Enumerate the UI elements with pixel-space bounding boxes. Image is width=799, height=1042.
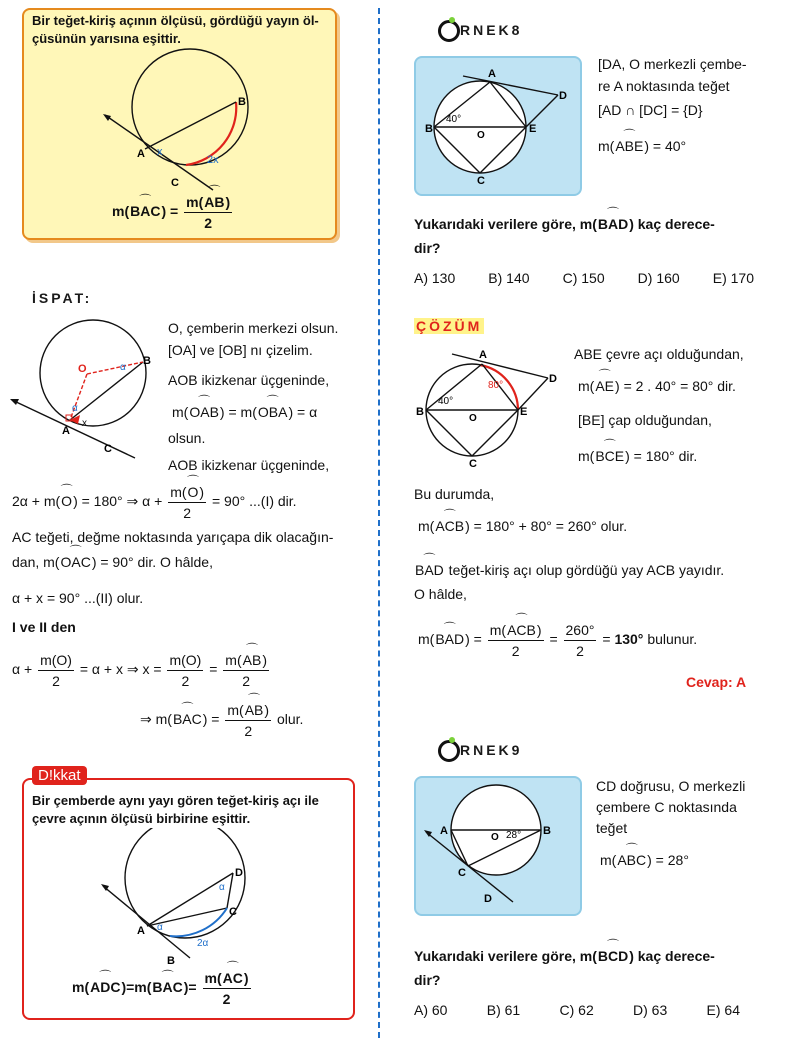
option-a[interactable]: A) 130 (414, 270, 456, 286)
label-A: A (440, 825, 448, 837)
cozum-step-8: O hâlde, (414, 586, 467, 602)
label-C: C (458, 867, 466, 879)
label-D: D (549, 373, 557, 385)
column-divider (378, 8, 381, 1038)
label-E: E (520, 406, 528, 418)
label-B: B (425, 123, 433, 135)
ispat-line-10: I ve II den (12, 619, 76, 635)
label-x: x (157, 146, 163, 158)
rule-figure (95, 45, 275, 195)
dikkat-figure (95, 828, 295, 968)
ornek9-options (414, 1000, 740, 1020)
label-angle-40: 40° (438, 396, 454, 407)
label-A: A (62, 425, 70, 437)
label-x: x (82, 418, 87, 429)
ornek8-question-2: dir? (414, 240, 441, 256)
cozum-step-1: ABE çevre açı olduğundan, (574, 346, 744, 362)
ornek9-given-3: teğet (596, 820, 628, 836)
cozum-title: ÇÖZÜM (416, 318, 483, 334)
ispat-eq-3: ⇒ m(⌒ BAC) = $\frac{m(⌒ AB)}{2}$ olur. (140, 700, 303, 741)
ispat-line-3: AOB ikizkenar üçgeninde, (168, 372, 330, 388)
label-E: E (529, 123, 537, 135)
rule-text-2: çüsünün yarısına eşittir. (32, 31, 181, 46)
label-C: C (477, 175, 485, 187)
ornek8-given-3: [AD ∩ [DC] = {D} (598, 102, 703, 118)
ispat-title: İSPAT: (32, 290, 93, 306)
ornek9-question-2: dir? (414, 972, 441, 988)
label-C: C (229, 906, 237, 918)
ornek9-given-2: çembere C noktasında (596, 799, 737, 815)
ispat-eq-2: α + $\frac{m(O)}{2}$ = α + x ⇒ x = $\frac{m(O)}{2}$ = $\frac{m(⌒ AB)}{2}$ (12, 650, 271, 691)
ornek9-question: Yukarıdaki verilere göre, m(⌒ BCD) kaç derece- (414, 946, 715, 966)
label-O: O (491, 832, 499, 843)
option-c[interactable]: C) 150 (562, 270, 605, 286)
cozum-step-6: m(⌒ ACB) = 180° + 80° = 260° olur. (418, 516, 627, 536)
ispat-line-7: AC teğeti, değme noktasında yarıçapa dik olacağın- (12, 529, 334, 545)
ispat-line-1: O, çemberin merkezi olsun. (168, 320, 339, 336)
label-B: B (167, 955, 175, 967)
cozum-step-7: ⌒ BAD teğet-kiriş açı olup gördüğü yay ACB yayıdır. (414, 560, 724, 580)
cozum-step-4: m(⌒ BCE) = 180° dir. (578, 446, 697, 466)
label-C: C (171, 177, 179, 189)
option-b[interactable]: B) 140 (488, 270, 530, 286)
label-D: D (484, 893, 492, 905)
rule-formula: m(⌒ BAC) = $\frac{m(⌒ AB)}{2}$ (112, 192, 234, 233)
cozum-answer: Cevap: A (686, 674, 747, 690)
option-e[interactable]: E) 64 (706, 1002, 740, 1018)
ornek8-question: Yukarıdaki verilere göre, m(⌒ BAD) kaç derece- (414, 214, 715, 234)
ornek-icon (438, 20, 460, 42)
ispat-line-2: [OA] ve [OB] nı çizelim. (168, 342, 313, 358)
label-alpha-D: α (219, 882, 225, 893)
option-c[interactable]: C) 62 (559, 1002, 594, 1018)
cozum-step-3: [BE] çap olduğundan, (578, 412, 712, 428)
label-alpha-A: α (157, 922, 163, 933)
label-C: C (104, 443, 112, 455)
ornek-icon (438, 740, 460, 762)
ornek8-given-1: [DA, O merkezli çembe- (598, 56, 747, 72)
label-alpha-B: α (120, 362, 126, 373)
label-alpha-A: α (72, 403, 78, 414)
ornek9-given-1: CD doğrusu, O merkezli (596, 778, 746, 794)
label-A: A (488, 68, 496, 80)
ornek8-options (414, 268, 754, 288)
dikkat-formula: m(⌒ ADC)=m(⌒ BAC)= $\frac{m(⌒ AC)}{2}$ (72, 968, 253, 1009)
label-angle-80: 80° (488, 380, 504, 391)
dikkat-text-2: çevre açının ölçüsü birbirine eşittir. (32, 811, 251, 826)
ornek9-title: RNEK9 (438, 740, 522, 762)
label-2x: 2x (207, 154, 219, 166)
label-D: D (235, 867, 243, 879)
ornek8-given-4: m(⌒ ABE) = 40° (598, 136, 686, 156)
rule-text-1: Bir teğet-kiriş açının ölçüsü, gördüğü yayın öl- (32, 13, 319, 28)
option-d[interactable]: D) 63 (633, 1002, 668, 1018)
ispat-line-9: α + x = 90° ...(II) olur. (12, 590, 144, 606)
label-B: B (543, 825, 551, 837)
label-angle: 28° (506, 830, 522, 841)
cozum-result: m(⌒ BAD) = $\frac{\text{m(⌒ ACB)}}{2}$ = $\frac{260^\circ}{2}$ = 130° bulunur. (418, 620, 697, 661)
label-O: O (477, 130, 485, 141)
ornek8-given-2: re A noktasında teğet (598, 78, 730, 94)
label-A: A (137, 148, 145, 160)
label-B: B (143, 355, 151, 367)
label-A: A (137, 925, 145, 937)
label-2alpha: 2α (197, 938, 209, 949)
label-D: D (559, 90, 567, 102)
ispat-eq-1: 2α + m(⌒ O) = 180° ⇒ α + $\frac{m(⌒ O)}{2}$ = 90° ...(I) dir. (12, 482, 297, 523)
ornek8-title: RNEK8 (438, 20, 522, 42)
ornek9-figure (418, 780, 583, 910)
ispat-figure (10, 318, 160, 468)
cozum-figure (410, 340, 580, 470)
option-b[interactable]: B) 61 (486, 1002, 521, 1018)
label-B: B (416, 406, 424, 418)
option-a[interactable]: A) 60 (414, 1002, 448, 1018)
option-e[interactable]: E) 170 (712, 270, 754, 286)
dikkat-text-1: Bir çemberde aynı yayı gören teğet-kiriş açı ile (32, 793, 319, 808)
dikkat-tag: D!kkat (32, 766, 87, 785)
ornek9-given-4: m(⌒ ABC) = 28° (600, 850, 689, 870)
ispat-line-5: olsun. (168, 430, 206, 446)
ispat-line-4: m(⌒ OAB) = m(⌒ OBA) = α (172, 402, 317, 422)
label-A: A (479, 349, 487, 361)
ispat-line-6: AOB ikizkenar üçgeninde, (168, 457, 330, 473)
label-O: O (469, 413, 477, 424)
label-C: C (469, 458, 477, 470)
cozum-step-5: Bu durumda, (414, 486, 495, 502)
ornek8-figure (418, 60, 588, 190)
label-angle: 40° (446, 114, 462, 125)
cozum-step-2: m(⌒ AE) = 2 . 40° = 80° dir. (578, 376, 736, 396)
label-B: B (238, 96, 246, 108)
label-O: O (78, 363, 87, 375)
option-d[interactable]: D) 160 (637, 270, 680, 286)
ispat-line-8: dan, m(⌒ OAC) = 90° dir. O hâlde, (12, 552, 213, 572)
